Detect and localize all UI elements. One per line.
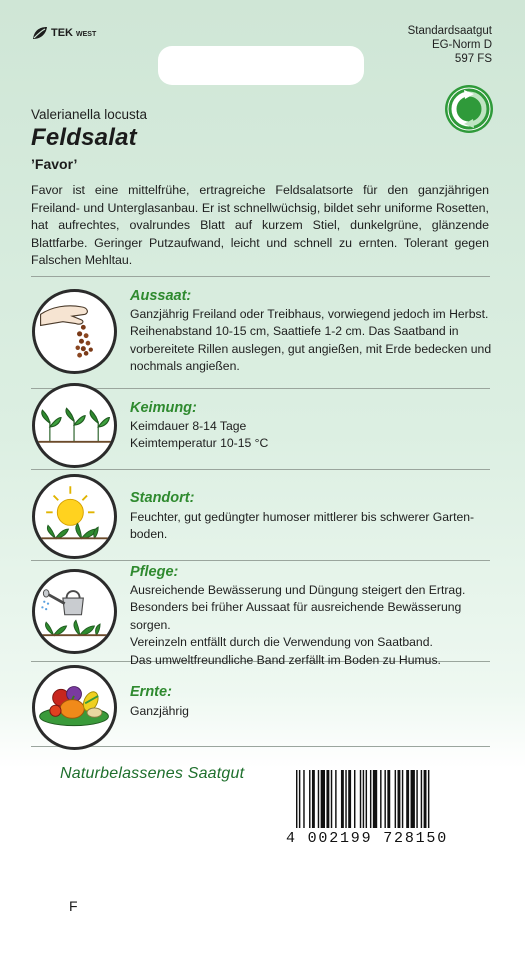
section-body-aussaat xyxy=(130,306,500,376)
leaf-icon xyxy=(32,26,48,40)
text-line: Vereinzeln entfällt durch die Verwendung von Saatband. xyxy=(130,635,433,650)
divider xyxy=(31,560,490,561)
product-description: Favor ist eine mittelfrühe, ertragreiche Feldsalatsorte für den ganzjährigen Freiland- und Unterglasanbau. Er ist schnellwüchsig, bildet sehr uniforme Rosetten, hat aufrechtes, ovalrundes Blatt auf kurzem Stiel, dunkelgrüne, glänzende Blattfarbe. Geringer Putzaufwand, leicht und schnell zu ernten. Tolerant gegen Falschen Mehltau. xyxy=(31,183,489,267)
section-title-ernte: Ernte: xyxy=(130,684,172,700)
divider xyxy=(31,276,490,277)
text-line: Reihenabstand 10-15 cm, Saattiefe 1-2 cm. Das Saatband in xyxy=(130,324,459,339)
text-line: Ganzjährig Freiland oder Treibhaus, vorwiegend jedoch im Herbst. xyxy=(130,307,489,321)
section-title-pflege: Pflege: xyxy=(130,564,179,580)
barcode-icon xyxy=(284,768,479,830)
text-line: Keimtemperatur 10-15 °C xyxy=(130,436,269,451)
label-blank-field xyxy=(158,46,364,85)
standard-norm: EG-Norm D xyxy=(431,39,492,51)
sprouts-icon xyxy=(32,383,117,468)
text-line: Besonders bei früher Aussaat für ausreichende Bewässerung sorgen. xyxy=(130,600,462,632)
divider xyxy=(31,746,490,747)
standard-code: 597 FS xyxy=(454,53,492,65)
sowing-hand-icon xyxy=(32,289,117,374)
text-line: Keimdauer 8-14 Tage xyxy=(130,419,247,433)
section-body-pflege xyxy=(130,582,500,669)
section-body-keimung xyxy=(130,418,500,453)
text-line: Das umweltfreundliche Band zerfällt im Boden zu Humus. xyxy=(130,652,441,667)
section-body-ernte xyxy=(130,703,500,720)
section-title-aussaat: Aussaat: xyxy=(130,288,192,304)
brand-sub: WEST xyxy=(76,30,97,38)
divider xyxy=(31,388,490,389)
brand-name: TEK xyxy=(51,27,73,39)
divider xyxy=(31,469,490,470)
standard-info xyxy=(408,24,492,66)
latin-name: Valerianella locusta xyxy=(31,107,148,122)
harvest-vegetables-icon xyxy=(32,665,117,750)
text-line: Feuchter, gut gedüngter humoser mittlerer bis schwerer Garten- xyxy=(130,510,475,524)
text-line: boden. xyxy=(130,527,168,542)
green-dot-icon xyxy=(444,84,494,134)
variety-name: ’Favor’ xyxy=(31,156,78,172)
section-title-standort: Standort: xyxy=(130,490,195,506)
section-title-keimung: Keimung: xyxy=(130,400,197,416)
watering-can-icon xyxy=(32,569,117,654)
slogan: Naturbelassenes Saatgut xyxy=(60,765,245,782)
footer-letter: F xyxy=(69,898,78,914)
product-title: Feldsalat xyxy=(31,124,137,151)
text-line: Ganzjährig xyxy=(130,704,189,718)
section-body-standort xyxy=(130,509,500,544)
text-line: Ausreichende Bewässerung und Düngung steigert den Ertrag. xyxy=(130,583,466,597)
text-line: vorbereitete Rillen auslegen, gut angießen, mit Erde bedecken und xyxy=(130,341,492,356)
standard-line: Standardsaatgut xyxy=(407,25,492,37)
text-line: nochmals angießen. xyxy=(130,359,240,374)
sun-plant-icon xyxy=(32,474,117,559)
brand-logo xyxy=(32,26,96,40)
barcode-number: 4 002199 728150 xyxy=(286,830,449,847)
